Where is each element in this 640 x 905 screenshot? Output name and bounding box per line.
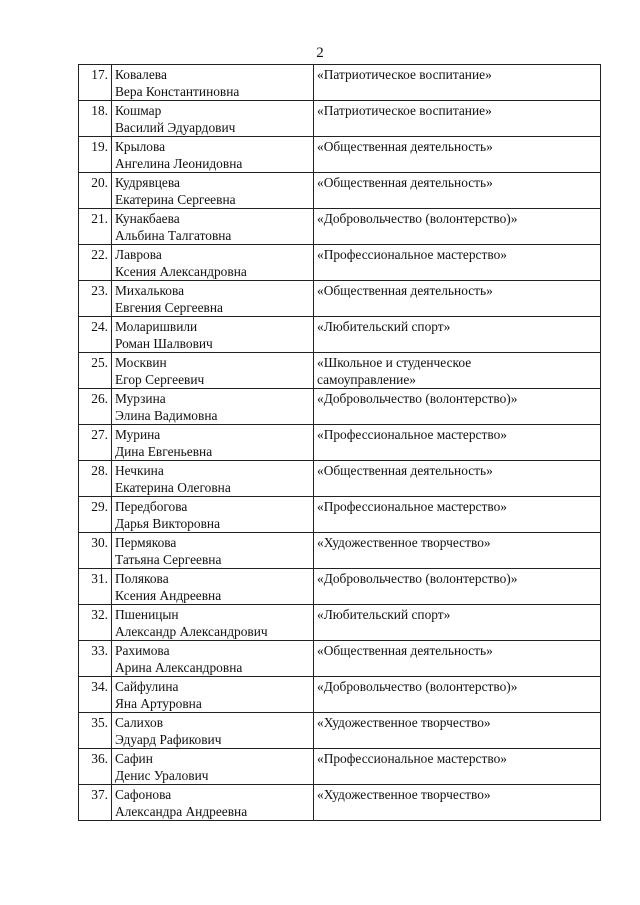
row-number: 32. (79, 605, 112, 641)
given-names: Василий Эдуардович (115, 119, 236, 135)
full-name-cell (112, 497, 314, 533)
surname: Нечкина (115, 463, 164, 478)
nomination: «Любительский спорт» (317, 607, 451, 622)
nomination-cell (314, 173, 601, 209)
full-name-cell (112, 245, 314, 281)
nomination-cell (314, 245, 601, 281)
given-names: Егор Сергеевич (115, 371, 205, 387)
row-number: 20. (79, 173, 112, 209)
row-number: 33. (79, 641, 112, 677)
given-names: Татьяна Сергеевна (115, 551, 222, 567)
table-row (79, 209, 601, 245)
given-names: Вера Константиновна (115, 83, 240, 99)
full-name-cell (112, 749, 314, 785)
table-row (79, 317, 601, 353)
table-row (79, 713, 601, 749)
surname: Сафонова (115, 787, 172, 802)
full-name-cell (112, 461, 314, 497)
given-names: Ангелина Леонидовна (115, 155, 243, 171)
nomination: «Профессиональное мастерство» (317, 499, 507, 514)
full-name-cell (112, 353, 314, 389)
nomination: «Общественная деятельность» (317, 139, 493, 154)
given-names: Арина Александровна (115, 659, 243, 675)
surname: Моларишвили (115, 319, 198, 334)
given-names: Екатерина Олеговна (115, 479, 231, 495)
nomination-cell (314, 749, 601, 785)
surname: Рахимова (115, 643, 170, 658)
surname: Мурзина (115, 391, 166, 406)
surname: Пшеницын (115, 607, 179, 622)
table-row (79, 497, 601, 533)
nomination-cell (314, 317, 601, 353)
nomination-cell (314, 569, 601, 605)
nomination: «Добровольчество (волонтерство)» (317, 211, 518, 226)
nomination: «Общественная деятельность» (317, 643, 493, 658)
table-row (79, 425, 601, 461)
row-number: 21. (79, 209, 112, 245)
table-row (79, 677, 601, 713)
row-number: 34. (79, 677, 112, 713)
nomination: «Любительский спорт» (317, 319, 451, 334)
row-number: 29. (79, 497, 112, 533)
row-number: 26. (79, 389, 112, 425)
table-row (79, 785, 601, 821)
full-name-cell (112, 533, 314, 569)
table-row (79, 137, 601, 173)
surname: Пермякова (115, 535, 177, 550)
surname: Салихов (115, 715, 164, 730)
nomination-cell (314, 425, 601, 461)
full-name-cell (112, 605, 314, 641)
given-names: Ксения Александровна (115, 263, 247, 279)
table-row (79, 281, 601, 317)
table-row (79, 605, 601, 641)
row-number: 18. (79, 101, 112, 137)
surname: Кунакбаева (115, 211, 180, 226)
nomination: «Общественная деятельность» (317, 283, 493, 298)
given-names: Эдуард Рафикович (115, 731, 222, 747)
given-names: Дина Евгеньевна (115, 443, 213, 459)
given-names: Альбина Талгатовна (115, 227, 232, 243)
surname: Кошмар (115, 103, 162, 118)
nomination-cell (314, 677, 601, 713)
full-name-cell (112, 785, 314, 821)
surname: Кудрявцева (115, 175, 180, 190)
given-names: Элина Вадимовна (115, 407, 218, 423)
nomination-cell (314, 605, 601, 641)
full-name-cell (112, 173, 314, 209)
full-name-cell (112, 317, 314, 353)
given-names: Роман Шалвович (115, 335, 213, 351)
table-row (79, 389, 601, 425)
given-names: Александра Андреевна (115, 803, 248, 819)
table-row (79, 173, 601, 209)
nomination-cell (314, 497, 601, 533)
nomination: «Школьное и студенческое (317, 355, 472, 370)
full-name-cell (112, 209, 314, 245)
nomination: «Художественное творчество» (317, 787, 491, 802)
nomination-cell (314, 281, 601, 317)
nomination-cell (314, 389, 601, 425)
surname: Лаврова (115, 247, 162, 262)
nomination-continuation: самоуправление» (317, 371, 416, 387)
surname: Сайфулина (115, 679, 179, 694)
nomination: «Общественная деятельность» (317, 463, 493, 478)
nomination: «Добровольчество (волонтерство)» (317, 679, 518, 694)
nomination: «Добровольчество (волонтерство)» (317, 571, 518, 586)
table-row (79, 101, 601, 137)
row-number: 25. (79, 353, 112, 389)
full-name-cell (112, 569, 314, 605)
table-row (79, 533, 601, 569)
nomination-cell (314, 65, 601, 101)
given-names: Ксения Андреевна (115, 587, 222, 603)
row-number: 17. (79, 65, 112, 101)
nomination-cell (314, 641, 601, 677)
nominees-table-body (79, 65, 601, 821)
row-number: 35. (79, 713, 112, 749)
table-row (79, 569, 601, 605)
given-names: Яна Артуровна (115, 695, 202, 711)
given-names: Денис Уралович (115, 767, 209, 783)
given-names: Евгения Сергеевна (115, 299, 223, 315)
table-row (79, 461, 601, 497)
table-row (79, 245, 601, 281)
surname: Сафин (115, 751, 153, 766)
row-number: 27. (79, 425, 112, 461)
nomination-cell (314, 533, 601, 569)
full-name-cell (112, 425, 314, 461)
row-number: 28. (79, 461, 112, 497)
surname: Москвин (115, 355, 167, 370)
surname: Крылова (115, 139, 166, 154)
table-row (79, 641, 601, 677)
nomination-cell (314, 209, 601, 245)
nominees-table (78, 64, 601, 821)
nomination-cell (314, 785, 601, 821)
table-row (79, 749, 601, 785)
full-name-cell (112, 101, 314, 137)
nomination: «Добровольчество (волонтерство)» (317, 391, 518, 406)
page-number: 2 (316, 45, 324, 61)
table-row (79, 353, 601, 389)
row-number: 31. (79, 569, 112, 605)
full-name-cell (112, 677, 314, 713)
nomination-cell (314, 713, 601, 749)
nomination: «Художественное творчество» (317, 715, 491, 730)
row-number: 22. (79, 245, 112, 281)
full-name-cell (112, 281, 314, 317)
full-name-cell (112, 389, 314, 425)
surname: Михалькова (115, 283, 185, 298)
row-number: 37. (79, 785, 112, 821)
row-number: 19. (79, 137, 112, 173)
nomination: «Общественная деятельность» (317, 175, 493, 190)
nomination: «Профессиональное мастерство» (317, 751, 507, 766)
nomination: «Патриотическое воспитание» (317, 103, 492, 118)
surname: Ковалева (115, 67, 167, 82)
nomination-cell (314, 101, 601, 137)
nomination: «Патриотическое воспитание» (317, 67, 492, 82)
given-names: Екатерина Сергеевна (115, 191, 236, 207)
full-name-cell (112, 641, 314, 677)
nomination: «Художественное творчество» (317, 535, 491, 550)
nomination-cell (314, 461, 601, 497)
row-number: 30. (79, 533, 112, 569)
surname: Полякова (115, 571, 169, 586)
full-name-cell (112, 137, 314, 173)
nomination-cell (314, 353, 601, 389)
full-name-cell (112, 713, 314, 749)
given-names: Дарья Викторовна (115, 515, 221, 531)
given-names: Александр Александрович (115, 623, 268, 639)
nomination-cell (314, 137, 601, 173)
row-number: 23. (79, 281, 112, 317)
table-row (79, 65, 601, 101)
row-number: 36. (79, 749, 112, 785)
surname: Передбогова (115, 499, 188, 514)
full-name-cell (112, 65, 314, 101)
row-number: 24. (79, 317, 112, 353)
nomination: «Профессиональное мастерство» (317, 247, 507, 262)
surname: Мурина (115, 427, 161, 442)
nomination: «Профессиональное мастерство» (317, 427, 507, 442)
